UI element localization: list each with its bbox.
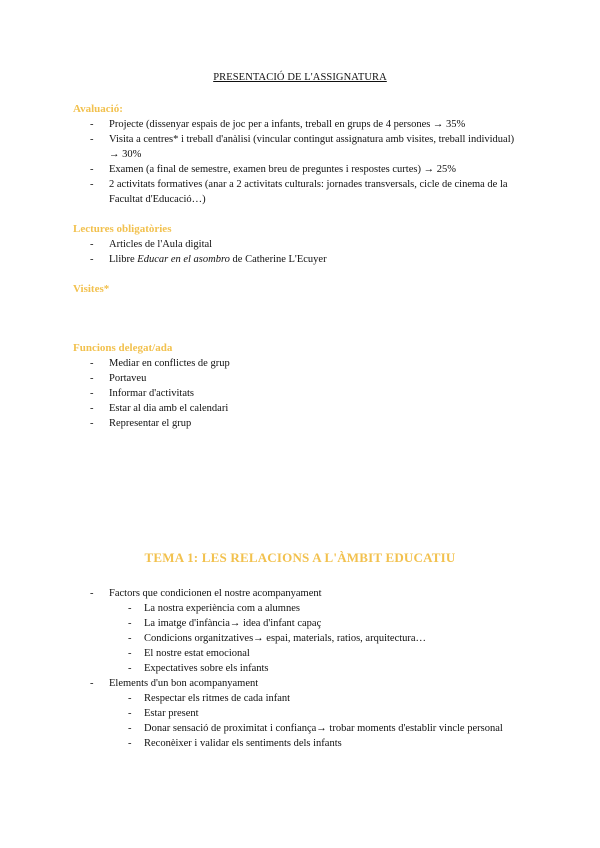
bullet-dash: - xyxy=(128,723,132,734)
list-item: - Elements d'un bon acompanyament - Respectar els ritmes de cada infant - Estar present - Donar sensació de proximitat i confiança→ trobar moments d'establir vincle personal - Reconèixer i validar els sentiments dels infants xyxy=(90,676,530,751)
bullet-dash: - xyxy=(128,663,132,674)
list-item: - La imatge d'infància→ idea d'infant capaç xyxy=(128,618,322,629)
bullet-dash: - xyxy=(128,708,132,719)
bullet-dash: - xyxy=(90,119,94,130)
document-title: PRESENTACIÓ DE L'ASSIGNATURA xyxy=(213,72,387,83)
bullet-dash: - xyxy=(90,164,94,175)
list-item: - Llibre Educar en el asombro de Catherine L'Ecuyer xyxy=(90,254,327,265)
lectures-heading: Lectures obligatòries xyxy=(73,223,172,235)
bullet-dash: - xyxy=(90,254,94,265)
funcions-list xyxy=(90,356,520,431)
bullet-dash: - xyxy=(90,134,94,145)
list-item: - Respectar els ritmes de cada infant xyxy=(128,693,291,704)
bullet-dash: - xyxy=(90,239,94,250)
list-item: - Articles de l'Aula digital xyxy=(90,239,213,250)
book-title: Educar en el asombro xyxy=(137,254,230,265)
list-item: - Condicions organitzatives→ espai, materials, ratios, arquitectura… xyxy=(128,633,427,644)
list-item: - El nostre estat emocional xyxy=(128,648,250,659)
list-item: - 2 activitats formatives (anar a 2 activitats culturals: jornades transversals, cicle de cinema de la Facultat d'Educació…) xyxy=(90,179,508,205)
visites-heading: Visites* xyxy=(73,283,110,295)
bullet-dash: - xyxy=(90,388,94,399)
list-item: - Mediar en conflictes de grup xyxy=(90,358,230,369)
list-item: - Expectatives sobre els infants xyxy=(128,663,269,674)
bullet-dash: - xyxy=(128,693,132,704)
bullet-dash: - xyxy=(90,418,94,429)
tema1-heading: TEMA 1: LES RELACIONS A L'ÀMBIT EDUCATIU xyxy=(144,550,456,565)
bullet-dash: - xyxy=(128,648,132,659)
bullet-dash: - xyxy=(90,403,94,414)
bullet-dash: - xyxy=(128,618,132,629)
list-item: - Reconèixer i validar els sentiments dels infants xyxy=(128,738,342,749)
bullet-dash: - xyxy=(90,358,94,369)
funcions-heading: Funcions delegat/ada xyxy=(73,342,173,354)
avaluacio-list xyxy=(90,117,520,207)
list-item: - Estar al dia amb el calendari xyxy=(90,403,229,414)
list-item: - Informar d'activitats xyxy=(90,388,194,399)
bullet-dash: - xyxy=(90,588,94,599)
avaluacio-heading: Avaluació: xyxy=(73,103,123,115)
tema1-factors-sublist xyxy=(109,601,530,676)
list-item: - La nostra experiència com a alumnes xyxy=(128,603,300,614)
list-item: - Representar el grup xyxy=(90,418,192,429)
bullet-dash: - xyxy=(90,179,94,190)
bullet-dash: - xyxy=(128,633,132,644)
bullet-dash: - xyxy=(128,603,132,614)
tema1-list xyxy=(90,586,530,751)
list-item: - Visita a centres* i treball d'anàlisi (vincular contingut assignatura amb visites, treball individual) → 30% xyxy=(90,134,515,160)
list-item: - Factors que condicionen el nostre acompanyament - La nostra experiència com a alumnes - La imatge d'infància→ idea d'infant capaç - Condicions organitzatives→ espai, materials, ratios, arquitectura… - El nostre estat emocional - Expectatives sobre els infants xyxy=(90,586,530,676)
list-item: - Projecte (dissenyar espais de joc per a infants, treball en grups de 4 persones → 35% xyxy=(90,119,466,130)
list-item: - Portaveu xyxy=(90,373,147,384)
bullet-dash: - xyxy=(90,678,94,689)
bullet-dash: - xyxy=(128,738,132,749)
list-item: - Estar present xyxy=(128,708,199,719)
list-item: - Donar sensació de proximitat i confiança→ trobar moments d'establir vincle personal xyxy=(128,723,503,734)
tema1-elements-sublist xyxy=(109,691,530,751)
lectures-list xyxy=(90,237,520,267)
bullet-dash: - xyxy=(90,373,94,384)
list-item: - Examen (a final de semestre, examen breu de preguntes i respostes curtes) → 25% xyxy=(90,164,456,175)
